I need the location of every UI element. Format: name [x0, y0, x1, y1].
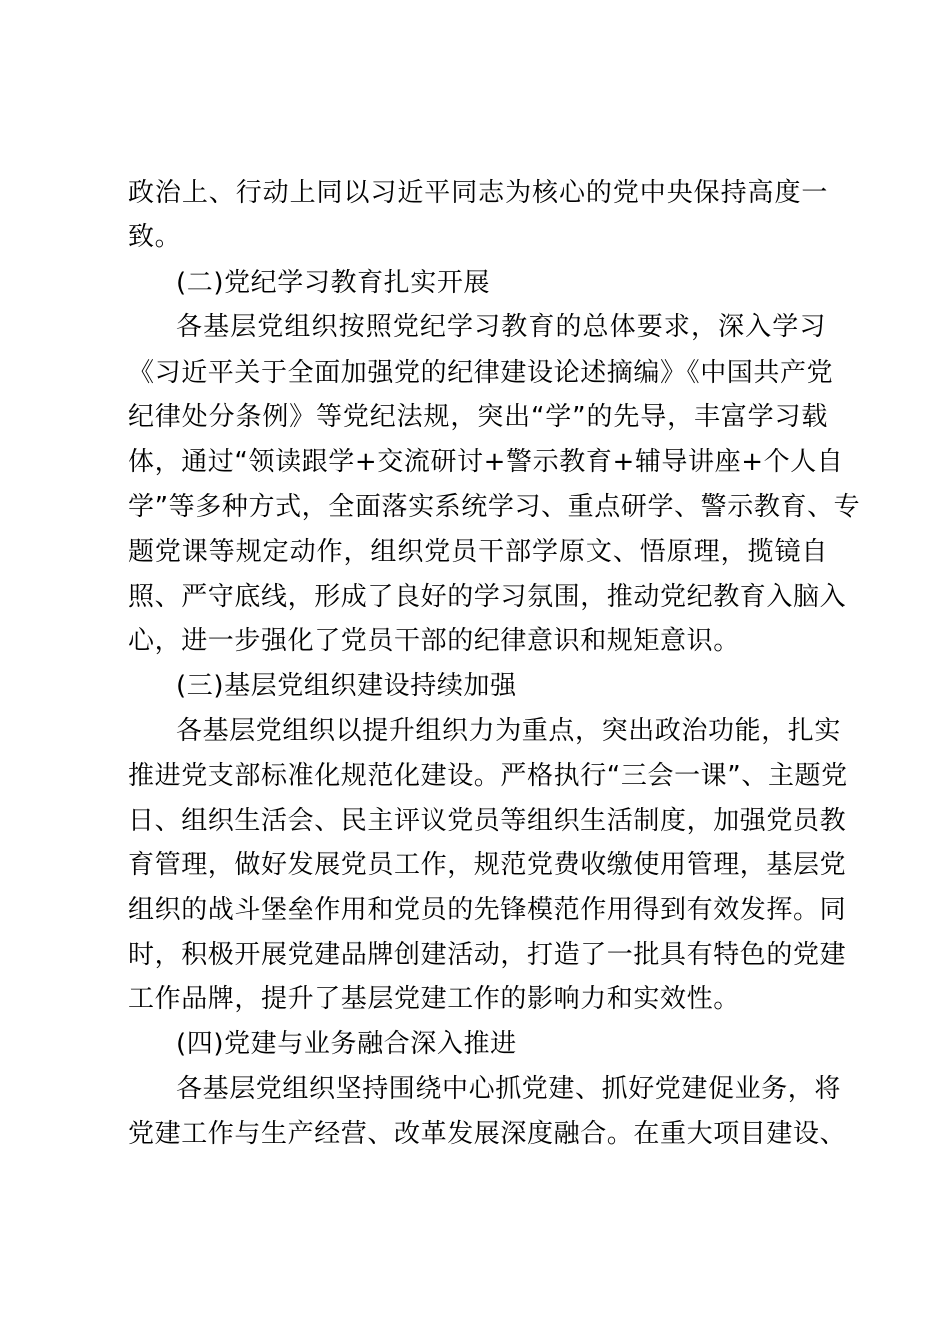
- text-line: 工作品牌，提升了基层党建工作的影响力和实效性。: [128, 984, 740, 1014]
- paragraph-first-line: 各基层党组织以提升组织力为重点，突出政治功能，扎实: [176, 716, 842, 746]
- paragraph-first-line: 各基层党组织坚持围绕中心抓党建、抓好党建促业务，将: [176, 1074, 842, 1104]
- section-heading: (三)基层党组织建设持续加强: [176, 671, 517, 701]
- text-line: 时，积极开展党建品牌创建活动，打造了一批具有特色的党建: [128, 940, 847, 970]
- text-line: 《习近平关于全面加强党的纪律建设论述摘编》《中国共产党: [128, 358, 834, 388]
- paragraph-first-line: 各基层党组织按照党纪学习教育的总体要求，深入学习: [176, 312, 826, 342]
- text-line: 心，进一步强化了党员干部的纪律意识和规矩意识。: [128, 626, 740, 656]
- text-line: 学”等多种方式，全面落实系统学习、重点研学、警示教育、专: [128, 492, 861, 522]
- text-line: 体，通过“领读跟学+交流研讨+警示教育+辅导讲座+个人自: [128, 447, 844, 477]
- text-line: 政治上、行动上同以习近平同志为核心的党中央保持高度一: [128, 178, 828, 208]
- section-heading: (二)党纪学习教育扎实开展: [176, 268, 491, 298]
- text-line: 组织的战斗堡垒作用和党员的先锋模范作用得到有效发挥。同: [128, 895, 847, 925]
- text-line: 纪律处分条例》等党纪法规，突出“学”的先导，丰富学习载: [128, 402, 828, 432]
- section-heading: (四)党建与业务融合深入推进: [176, 1029, 517, 1059]
- text-line: 党建工作与生产经营、改革发展深度融合。在重大项目建设、: [128, 1119, 847, 1149]
- text-line: 致。: [128, 222, 182, 252]
- text-line: 题党课等规定动作，组织党员干部学原文、悟原理，揽镜自: [128, 537, 828, 567]
- text-line: 推进党支部标准化规范化建设。严格执行“三会一课”、主题党: [128, 761, 848, 791]
- text-line: 育管理，做好发展党员工作，规范党费收缴使用管理，基层党: [128, 850, 847, 880]
- text-line: 照、严守底线，形成了良好的学习氛围，推动党纪教育入脑入: [128, 582, 847, 612]
- text-line: 日、组织生活会、民主评议党员等组织生活制度，加强党员教: [128, 806, 847, 836]
